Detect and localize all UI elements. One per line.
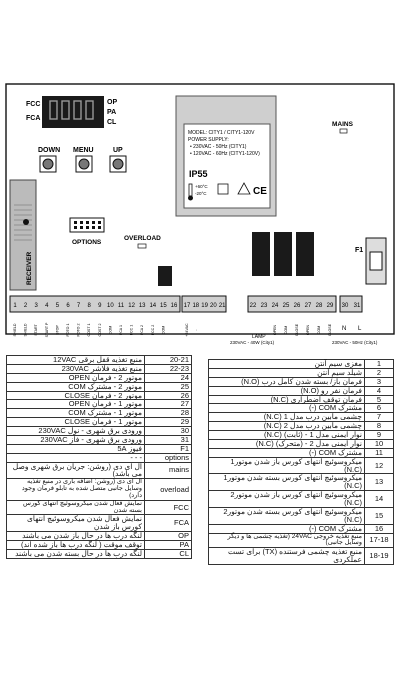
label-pa: PA xyxy=(107,109,117,116)
legend-left-code: 22-23 xyxy=(145,364,192,373)
transformer-line1: • 230VAC - 50Hz (CITY1) xyxy=(190,144,247,150)
label-up: UP xyxy=(113,147,123,154)
relay-1 xyxy=(252,232,270,276)
terminal-label-13: FCA 2 xyxy=(140,325,145,335)
legend-right-desc: منبع تغذیه خروجی 24VAC (تغذیه چشمی ها و دیگر وسایل جانبی) xyxy=(209,533,365,548)
legend-right-row xyxy=(209,507,394,524)
legend-left-desc: ال ای دی (روشن: اضافه باری در منبع تغذیه وسایل جانبی متصل شده به تابلو فرمان وجود دارد) xyxy=(7,479,145,500)
transformer-model: MODEL: CITY1 / CITY1-120V xyxy=(188,130,255,136)
legend-left-code: PA xyxy=(145,540,192,549)
legend-right-row xyxy=(209,360,394,369)
terminal-7: 7 xyxy=(76,303,81,309)
terminal-label-4: START P xyxy=(44,322,49,338)
terminal-label-24: OPEN xyxy=(273,324,277,336)
terminal-12: 12 xyxy=(128,303,135,309)
terminal-label-11: FCA 1 xyxy=(119,325,123,335)
terminal-10: 10 xyxy=(107,303,114,309)
terminal-19: 19 xyxy=(201,303,208,309)
legend-right-num: 3 xyxy=(365,377,394,386)
terminal-1: 1 xyxy=(13,303,17,309)
legend-right-num: 17-18 xyxy=(365,533,394,548)
terminal-numbers xyxy=(13,303,361,309)
legend-left-row xyxy=(7,540,192,549)
terminal-15: 15 xyxy=(160,303,167,309)
terminal-22: 22 xyxy=(249,303,257,309)
legend-left-desc: موتور 2 - مشترک COM xyxy=(7,382,145,391)
legend-left-desc: موتور 1 - فرمان OPEN xyxy=(7,400,145,409)
legend-right-desc: مغزی سیم آنتن xyxy=(209,360,365,369)
legend-left-desc: لنگه درب ها در حال بسته شدن می باشند xyxy=(7,549,145,558)
legend-right-desc: مشترک COM (-) xyxy=(209,524,365,533)
legend-left-row xyxy=(7,435,192,444)
legend-left-desc: موتور 2 - فرمان CLOSE xyxy=(7,391,145,400)
legend-left-code: F1 xyxy=(145,444,192,453)
legend-right-desc: نوار ایمنی مدل 1 - (ثابت) (N.C) xyxy=(209,431,365,440)
terminal-label-3: START xyxy=(34,324,39,336)
fuse-f1 xyxy=(370,252,382,270)
legend-left-desc: لنگه درب ها در حال باز شدن می باشند xyxy=(7,532,145,541)
terminal-5: 5 xyxy=(55,303,60,309)
legend-right-row xyxy=(209,524,394,533)
legend-left-desc: منبع تغذیه قفل برقی 12VAC xyxy=(7,356,145,365)
legend-right-num: 4 xyxy=(365,386,394,395)
terminal-29: 29 xyxy=(326,303,334,309)
legend-right-desc: منبع تغذیه چشمی فرستنده (TX) برای تست عملکردی xyxy=(209,548,365,565)
label-mains: MAINS xyxy=(332,121,353,128)
legend-left-desc: نمایش فعال شدن میکروسوئیچ انتهای کورس باز شدن xyxy=(7,515,145,532)
legend-right-num: 8 xyxy=(365,422,394,431)
transformer-power: POWER SUPPLY: xyxy=(188,137,229,143)
legend-right-desc: میکروسوئیچ انتهای کورس بسته شدن موتور2 (N.C) xyxy=(209,507,365,524)
legend-right-num: 10 xyxy=(365,439,394,448)
terminal-label-17: +24VAC xyxy=(185,323,189,337)
legend-right-desc: میکروسوئیچ انتهای کورس باز شدن موتور2 (N.C) xyxy=(209,491,365,508)
terminal-8: 8 xyxy=(87,303,91,309)
ce-mark: CE xyxy=(253,186,267,197)
terminal-9: 9 xyxy=(98,303,102,309)
legend-left-row xyxy=(7,373,192,382)
transformer-line2: • 120VAC - 60Hz (CITY1-120V) xyxy=(190,151,260,157)
transformer-temp-hi: +60°C xyxy=(195,184,208,189)
legend-right-row xyxy=(209,491,394,508)
legend-right-row xyxy=(209,368,394,377)
legend-left-row xyxy=(7,500,192,515)
options-connector[interactable] xyxy=(70,218,104,232)
label-cl: CL xyxy=(107,119,117,126)
label-op: OP xyxy=(107,99,118,106)
legend-left-code: 29 xyxy=(145,418,192,427)
legend-table-left xyxy=(6,355,192,559)
terminal-26: 26 xyxy=(293,303,301,309)
legend-right-desc: چشمی مابین درب مدل 1 (N.C) xyxy=(209,413,365,422)
terminal-23: 23 xyxy=(260,303,268,309)
up-button[interactable] xyxy=(110,156,126,172)
small-relay xyxy=(158,266,172,286)
legend-right-row xyxy=(209,533,394,548)
legend-right-num: 11 xyxy=(365,448,394,457)
label-menu: MENU xyxy=(73,147,94,154)
legend-left-desc: موتور 2 - فرمان OPEN xyxy=(7,373,145,382)
legend-right-row xyxy=(209,474,394,491)
terminal-label-12: FCC 1 xyxy=(129,324,134,336)
legend-right-num: 6 xyxy=(365,404,394,413)
legend-left-desc: ورودی برق شهری - نول 230VAC xyxy=(7,427,145,436)
terminal-13: 13 xyxy=(138,303,146,309)
terminal-3: 3 xyxy=(34,303,38,309)
menu-button[interactable] xyxy=(76,156,92,172)
legend-right-desc: مشترک COM (-) xyxy=(209,448,365,457)
legend-right-row xyxy=(209,377,394,386)
label-fca: FCA xyxy=(26,115,41,122)
legend-left-row xyxy=(7,549,192,558)
terminal-label-5: STOP xyxy=(55,325,60,335)
legend-left-code: FCC xyxy=(145,500,192,515)
label-supply-voltage: 230VAC - 50Hz (City1) xyxy=(332,340,378,345)
legend-right-num: 1 xyxy=(365,360,394,369)
legend-right-desc: شیلد سیم آنتن xyxy=(209,368,365,377)
legend-right-desc: میکروسوئیچ انتهای کورس بسته شدن موتور1 (N.C) xyxy=(209,474,365,491)
legend-left-desc: منبع تغذیه فلاشر 230VAC xyxy=(7,364,145,373)
terminal-label-2: SHIELD xyxy=(23,323,28,337)
label-motor-voltage: 230VAC - 40W (City1) xyxy=(230,340,275,345)
terminal-label-25: COM xyxy=(284,325,288,335)
antenna-screw xyxy=(23,219,29,225)
legend-left-row xyxy=(7,462,192,479)
legend-left-code: OP xyxy=(145,532,192,541)
legend-right-row xyxy=(209,548,394,565)
legend-right-desc: چشمی مابین درب مدل 2 (N.C) xyxy=(209,422,365,431)
terminal-4: 4 xyxy=(45,303,49,309)
legend-left-desc: - - - xyxy=(7,453,145,462)
legend-right-row xyxy=(209,439,394,448)
legend-right-num: 13 xyxy=(365,474,394,491)
mains-led xyxy=(340,129,347,133)
legend-left-code: mains xyxy=(145,462,192,479)
transformer-ip: IP55 xyxy=(189,169,208,179)
terminal-25: 25 xyxy=(282,303,290,309)
terminal-label-18: - xyxy=(193,329,198,331)
label-f1: F1 xyxy=(355,247,364,254)
terminal-label-26: CLOSE xyxy=(295,323,299,337)
legend-right-num: 15 xyxy=(365,507,394,524)
terminal-6: 6 xyxy=(66,303,70,309)
legend-right-num: 14 xyxy=(365,491,394,508)
legend-tables xyxy=(0,355,400,695)
legend-left-code: 25 xyxy=(145,382,192,391)
terminal-label-27: OPEN xyxy=(306,324,310,336)
terminal-24: 24 xyxy=(271,303,279,309)
legend-table-right xyxy=(208,359,394,565)
legend-right-num: 9 xyxy=(365,431,394,440)
transformer-temp-lo: -20°C xyxy=(195,191,207,196)
legend-left-code: overload xyxy=(145,479,192,500)
legend-right-num: 5 xyxy=(365,395,394,404)
terminal-28: 28 xyxy=(315,303,323,309)
legend-left-code: 20-21 xyxy=(145,356,192,365)
legend-right-desc: مشترک COM (-) xyxy=(209,404,365,413)
terminal-label-6: FOTO 1 xyxy=(66,323,70,337)
terminal-18: 18 xyxy=(192,303,200,309)
terminal-20: 20 xyxy=(210,303,217,309)
legend-left-desc: نمایش فعال شدن میکروسوئیچ انتهای کورس بسته شدن xyxy=(7,500,145,515)
legend-left-code: FCA xyxy=(145,515,192,532)
relay-3 xyxy=(296,232,314,276)
legend-left-row xyxy=(7,382,192,391)
terminal-31: 31 xyxy=(353,303,361,309)
terminal-2: 2 xyxy=(23,303,28,309)
label-overload: OVERLOAD xyxy=(124,235,161,242)
legend-right-num: 2 xyxy=(365,368,394,377)
legend-right-desc: میکروسوئیچ انتهای کورس باز شدن موتور1 (N.C) xyxy=(209,457,365,474)
label-down: DOWN xyxy=(38,147,61,154)
legend-left-row xyxy=(7,479,192,500)
terminal-label-29: CLOSE xyxy=(328,323,332,337)
legend-left-code: 27 xyxy=(145,400,192,409)
terminal-label-9: COST 2 xyxy=(97,323,102,337)
legend-left-code: 26 xyxy=(145,391,192,400)
label-lamp: LAMP xyxy=(252,334,266,340)
terminal-11: 11 xyxy=(117,303,125,309)
terminal-label-14: FCC 2 xyxy=(150,324,155,336)
legend-left-desc: موتور 1 - مشترک COM xyxy=(7,409,145,418)
terminal-30: 30 xyxy=(341,303,349,309)
legend-left-row xyxy=(7,364,192,373)
legend-right-desc: فرمان نفر رو (N.O) xyxy=(209,386,365,395)
label-options: OPTIONS xyxy=(72,239,102,246)
legend-right-num: 16 xyxy=(365,524,394,533)
legend-left-code: 28 xyxy=(145,409,192,418)
legend-right-desc: فرمان باز/ بسته شدن کامل درب (N.O) xyxy=(209,377,365,386)
legend-left-desc: ورودی برق شهری - فاز 230VAC xyxy=(7,435,145,444)
legend-left-code: 30 xyxy=(145,427,192,436)
legend-right-row xyxy=(209,448,394,457)
legend-right-row xyxy=(209,395,394,404)
terminal-14: 14 xyxy=(149,303,157,309)
terminal-label-10: COM xyxy=(108,325,113,335)
terminal-21: 21 xyxy=(218,303,226,309)
terminal-label-28: COM xyxy=(317,325,321,335)
overload-led xyxy=(138,244,146,248)
legend-left-code: 24 xyxy=(145,373,192,382)
legend-left-desc: موتور 1 - فرمان CLOSE xyxy=(7,418,145,427)
legend-left-row xyxy=(7,515,192,532)
label-l: L xyxy=(358,326,362,332)
legend-right-num: 18-19 xyxy=(365,548,394,565)
legend-right-num: 7 xyxy=(365,413,394,422)
legend-left-row xyxy=(7,453,192,462)
relay-2 xyxy=(274,232,292,276)
terminal-17: 17 xyxy=(183,303,191,309)
legend-left-row xyxy=(7,444,192,453)
legend-left-desc: ال ای دی (روشن: جریان برق شهری وصل می باشد) xyxy=(7,462,145,479)
label-n: N xyxy=(342,326,347,332)
label-receiver: RECEIVER xyxy=(26,251,33,285)
legend-left-desc: توقف موقت ( لنگه درب ها باز شده اند) xyxy=(7,540,145,549)
legend-right-row xyxy=(209,457,394,474)
legend-left-code: CL xyxy=(145,549,192,558)
legend-right-num: 12 xyxy=(365,457,394,474)
terminal-16: 16 xyxy=(170,303,178,309)
legend-right-row xyxy=(209,386,394,395)
terminal-label-1: SHIELD xyxy=(13,323,17,337)
terminal-27: 27 xyxy=(304,303,312,309)
legend-left-code: 31 xyxy=(145,435,192,444)
down-button[interactable] xyxy=(40,156,56,172)
terminal-label-15: COM xyxy=(161,325,166,335)
terminal-label-7: FOTO 2 xyxy=(76,323,81,337)
legend-right-desc: نوار ایمنی مدل 2 - (متحرک) (N.C) xyxy=(209,439,365,448)
legend-left-code: options xyxy=(145,453,192,462)
label-fcc: FCC xyxy=(26,101,41,108)
terminal-label-8: COST 1 xyxy=(87,323,92,337)
legend-left-desc: فیوز 5A xyxy=(7,444,145,453)
legend-right-desc: فرمان توقف اضطراری (N.C) xyxy=(209,395,365,404)
